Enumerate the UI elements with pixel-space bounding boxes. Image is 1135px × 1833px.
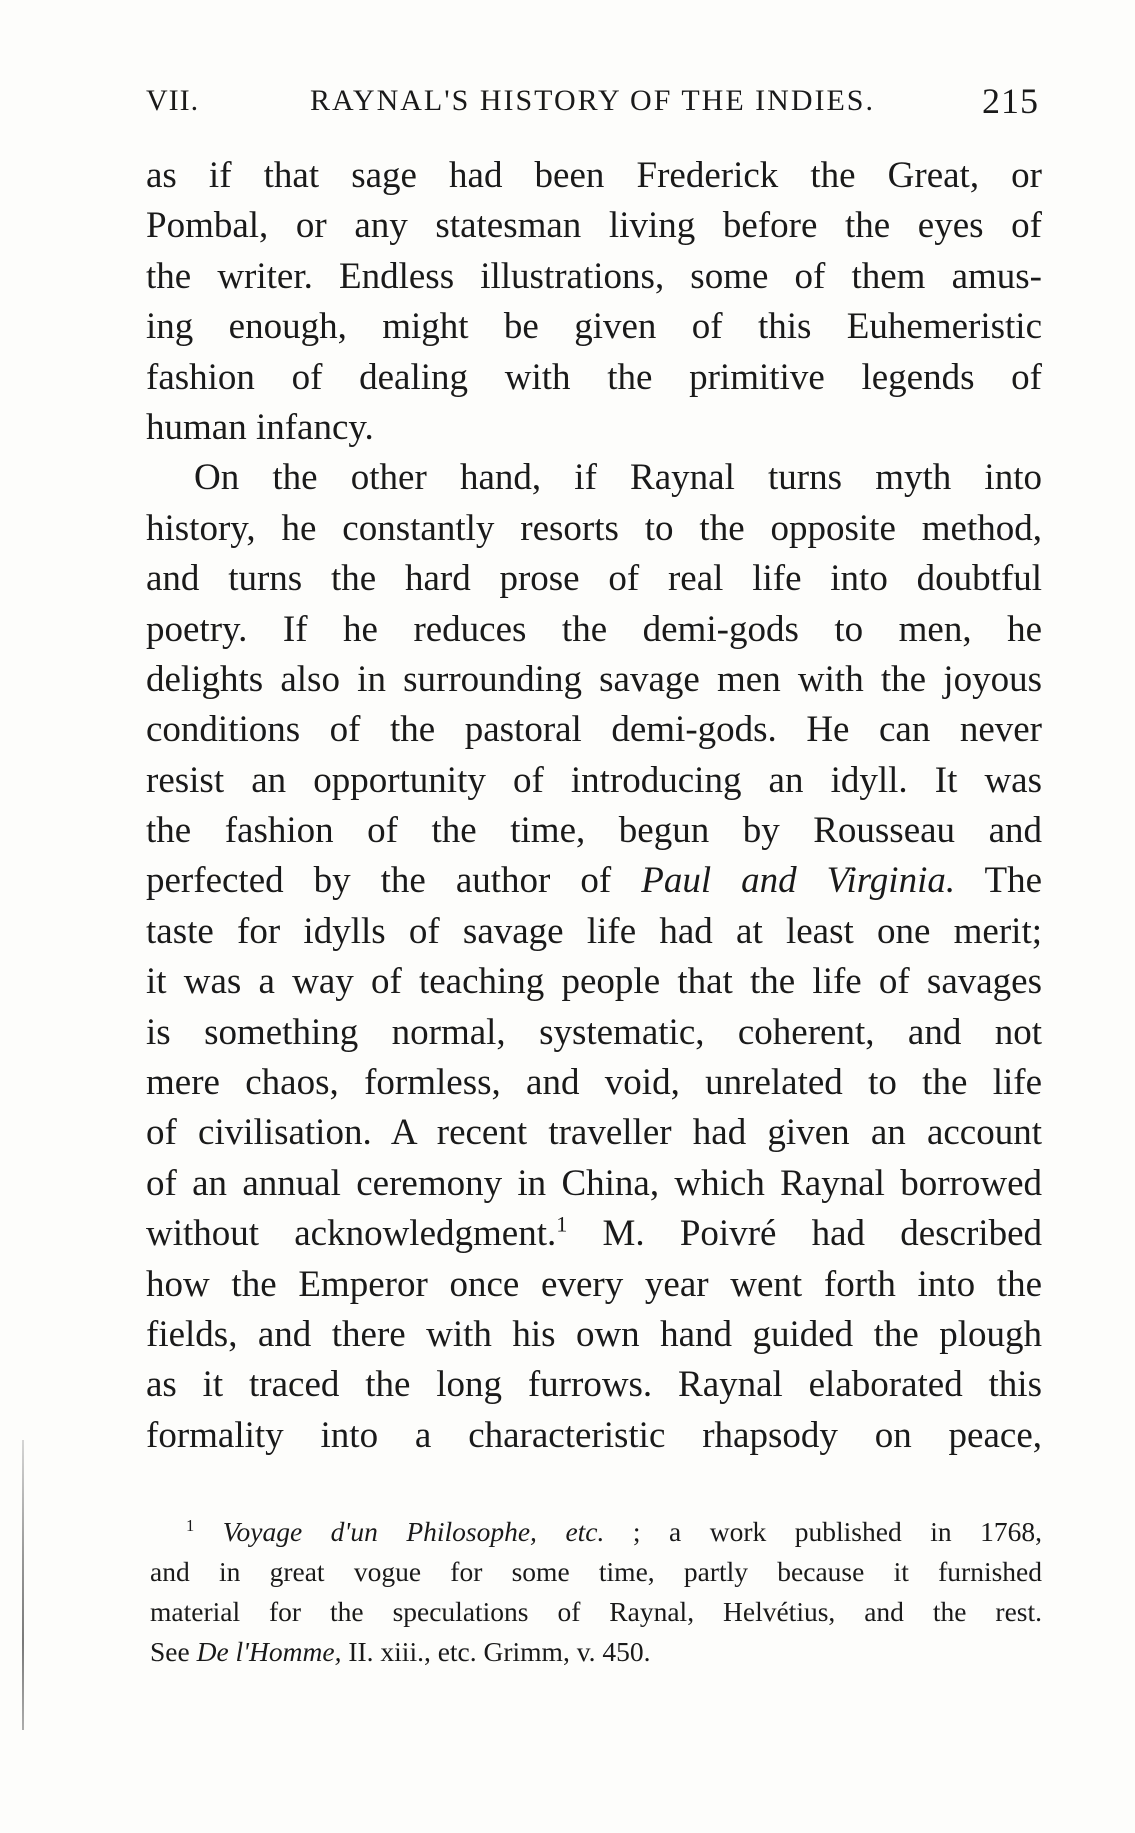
text-line: ing enough, might be given of this Euhemeristic xyxy=(146,306,1042,348)
footnote-line: material for the speculations of Raynal, Helvétius, and the rest. xyxy=(150,1596,1042,1627)
text-line: taste for idylls of savage life had at least one merit; xyxy=(146,910,1042,952)
text-line: as if that sage had been Frederick the Great, or xyxy=(146,155,1042,196)
text-line: and turns the hard prose of real life into doubtful xyxy=(146,558,1042,600)
text-line: it was a way of teaching people that the life of savages xyxy=(146,961,1042,1003)
page-number: 215 xyxy=(982,81,1039,121)
footnote-block xyxy=(150,1512,1042,1672)
text-line-with-footnote-ref xyxy=(146,1209,1042,1259)
text-line: the writer. Endless illustrations, some of them amus- xyxy=(146,255,1042,297)
book-title: Paul and Virginia. xyxy=(641,860,956,902)
text-run: See xyxy=(150,1636,197,1667)
text-line: On the other hand, if Raynal turns myth into xyxy=(194,457,1042,499)
text-line: history, he constantly resorts to the opposite method, xyxy=(146,507,1042,549)
text-line: fields, and there with his own hand guided the plough xyxy=(146,1313,1042,1355)
text-line: of an annual ceremony in China, which Raynal borrowed xyxy=(146,1162,1042,1204)
text-line: mere chaos, formless, and void, unrelated to the life xyxy=(146,1062,1042,1104)
text-line: how the Emperor once every year went forth into the xyxy=(146,1263,1042,1305)
text-run: perfected by the author of xyxy=(146,860,642,902)
text-line-with-title xyxy=(146,856,1042,906)
text-run: ; a work published in 1768, xyxy=(604,1516,1042,1547)
footnote-cited-work: De l'Homme, xyxy=(196,1636,342,1667)
text-line: of civilisation. A recent traveller had given an account xyxy=(146,1112,1042,1154)
text-run: II. xiii., etc. Grimm, v. 450. xyxy=(341,1636,651,1667)
footnote-marker: 1 xyxy=(186,1516,195,1536)
footnote-line xyxy=(150,1632,1042,1672)
body-text xyxy=(146,151,1042,1461)
text-line: conditions of the pastoral demi-gods. He can never xyxy=(146,709,1042,751)
footnote-line: and in great vogue for some time, partly because it furnished xyxy=(150,1556,1042,1587)
text-line: poetry. If he reduces the demi-gods to men, he xyxy=(146,608,1042,650)
footnote-line xyxy=(150,1512,1042,1552)
chapter-number: VII. xyxy=(146,84,200,117)
footnote-book-title: Voyage d'un Philosophe, etc. xyxy=(222,1516,605,1547)
text-line: formality into a characteristic rhapsody on peace, xyxy=(146,1414,1042,1456)
text-line: is something normal, systematic, coherent, and not xyxy=(146,1011,1042,1053)
text-line: the fashion of the time, begun by Rousseau and xyxy=(146,810,1042,852)
text-run: without acknowledgment. xyxy=(146,1213,557,1255)
text-line: human infancy. xyxy=(146,406,374,448)
binding-edge-mark xyxy=(22,1440,24,1730)
text-line: as it traced the long furrows. Raynal elaborated this xyxy=(146,1364,1042,1406)
text-run: M. Poivré had described xyxy=(567,1213,1042,1255)
running-title: RAYNAL'S HISTORY OF THE INDIES. xyxy=(310,84,875,117)
footnote-reference[interactable]: 1 xyxy=(556,1211,568,1237)
text-run: The xyxy=(955,860,1042,902)
text-line: Pombal, or any statesman living before the eyes of xyxy=(146,205,1042,247)
text-line: delights also in surrounding savage men with the joyous xyxy=(146,658,1042,700)
text-line: fashion of dealing with the primitive legends of xyxy=(146,356,1042,398)
text-line: resist an opportunity of introducing an idyll. It was xyxy=(146,759,1042,801)
running-head xyxy=(146,81,1039,124)
